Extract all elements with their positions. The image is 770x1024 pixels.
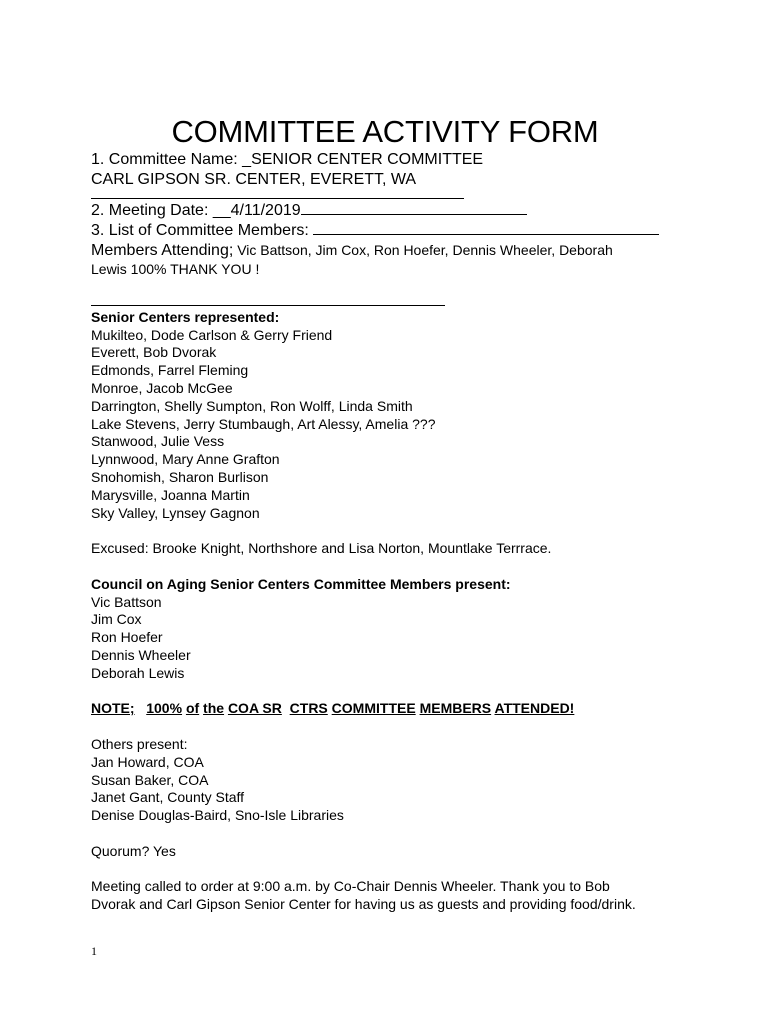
note-line (91, 700, 731, 718)
called-to-order-line-2: Dvorak and Carl Gipson Senior Center for having us as guests and providing food/drink. (91, 896, 636, 913)
attending-label: Members Attending; (91, 242, 234, 259)
spacer (91, 683, 731, 701)
excused-line: Excused: Brooke Knight, Northshore and Lisa Norton, Mountlake Terrrace. (91, 540, 552, 557)
others-list (91, 754, 731, 825)
others-heading: Others present: (91, 735, 188, 752)
note-word: 100% (146, 700, 183, 717)
list-item: Stanwood, Julie Vess (91, 433, 225, 450)
list-item: Dennis Wheeler (91, 646, 191, 663)
list-item: Snohomish, Sharon Burlison (91, 468, 269, 485)
quorum-line: Quorum? Yes (91, 842, 176, 859)
note-word: ATTENDED! (494, 700, 575, 717)
list-item: Sky Valley, Lynsey Gagnon (91, 504, 260, 521)
list-item: Lake Stevens, Jerry Stumbaugh, Art Alessy, Amelia ??? (91, 415, 436, 432)
coa-heading: Council on Aging Senior Centers Committee Members present: (91, 575, 511, 592)
form-title: COMMITTEE ACTIVITY FORM (171, 114, 599, 149)
page-number: 1 (91, 944, 97, 958)
spacer (91, 522, 731, 540)
spacer (91, 558, 731, 576)
note-word: COA SR (227, 700, 282, 717)
note-word: NOTE; (91, 700, 135, 717)
committee-location: CARL GIPSON SR. CENTER, EVERETT, WA (91, 171, 417, 188)
list-item: Edmonds, Farrel Fleming (91, 362, 249, 379)
members-list-label: 3. List of Committee Members: (91, 222, 309, 239)
list-item: Everett, Bob Dvorak (91, 344, 217, 361)
meeting-date-label: 2. Meeting Date: (91, 202, 209, 219)
note-word: CTRS (289, 700, 328, 717)
list-item: Susan Baker, COA (91, 771, 209, 788)
centers-heading: Senior Centers represented: (91, 308, 280, 325)
list-item: Janet Gant, County Staff (91, 789, 245, 806)
list-item: Monroe, Jacob McGee (91, 379, 233, 396)
spacer (91, 718, 731, 736)
spacer (91, 861, 731, 879)
list-item: Denise Douglas-Baird, Sno-Isle Libraries (91, 807, 344, 824)
members-list-line (91, 221, 731, 241)
committee-name-value: _SENIOR CENTER COMMITTEE (242, 151, 484, 168)
note-word: COMMITTEE (331, 700, 416, 717)
committee-name-line (91, 150, 731, 170)
list-item: Deborah Lewis (91, 664, 185, 681)
coa-list (91, 594, 731, 683)
list-item: Vic Battson (91, 593, 162, 610)
called-to-order-line-1: Meeting called to order at 9:00 a.m. by Co-Chair Dennis Wheeler. Thank you to Bob (91, 878, 610, 895)
meeting-date-value: __4/11/2019 (212, 202, 301, 219)
note-word: the (203, 700, 225, 717)
list-item: Mukilteo, Dode Carlson & Gerry Friend (91, 326, 333, 343)
attending-line (91, 241, 731, 261)
form-content (91, 150, 731, 914)
meeting-date-rule (301, 214, 527, 215)
list-item: Jim Cox (91, 611, 142, 628)
rule-after-committee (91, 198, 464, 199)
attending-value: Vic Battson, Jim Cox, Ron Hoefer, Dennis Wheeler, Deborah (237, 242, 613, 258)
members-list-rule (313, 234, 659, 235)
committee-name-label: 1. Committee Name: (91, 151, 238, 168)
note-word: of (185, 700, 200, 717)
rule-before-centers (91, 305, 445, 306)
attending-value-cont: Lewis 100% THANK YOU ! (91, 261, 260, 277)
spacer (91, 825, 731, 843)
list-item: Ron Hoefer (91, 629, 163, 646)
note-word: MEMBERS (419, 700, 492, 717)
list-item: Lynnwood, Mary Anne Grafton (91, 451, 280, 468)
list-item: Darrington, Shelly Sumpton, Ron Wolff, Linda Smith (91, 397, 413, 414)
list-item: Jan Howard, COA (91, 753, 204, 770)
centers-list (91, 327, 731, 523)
list-item: Marysville, Joanna Martin (91, 486, 250, 503)
meeting-date-line (91, 201, 731, 221)
